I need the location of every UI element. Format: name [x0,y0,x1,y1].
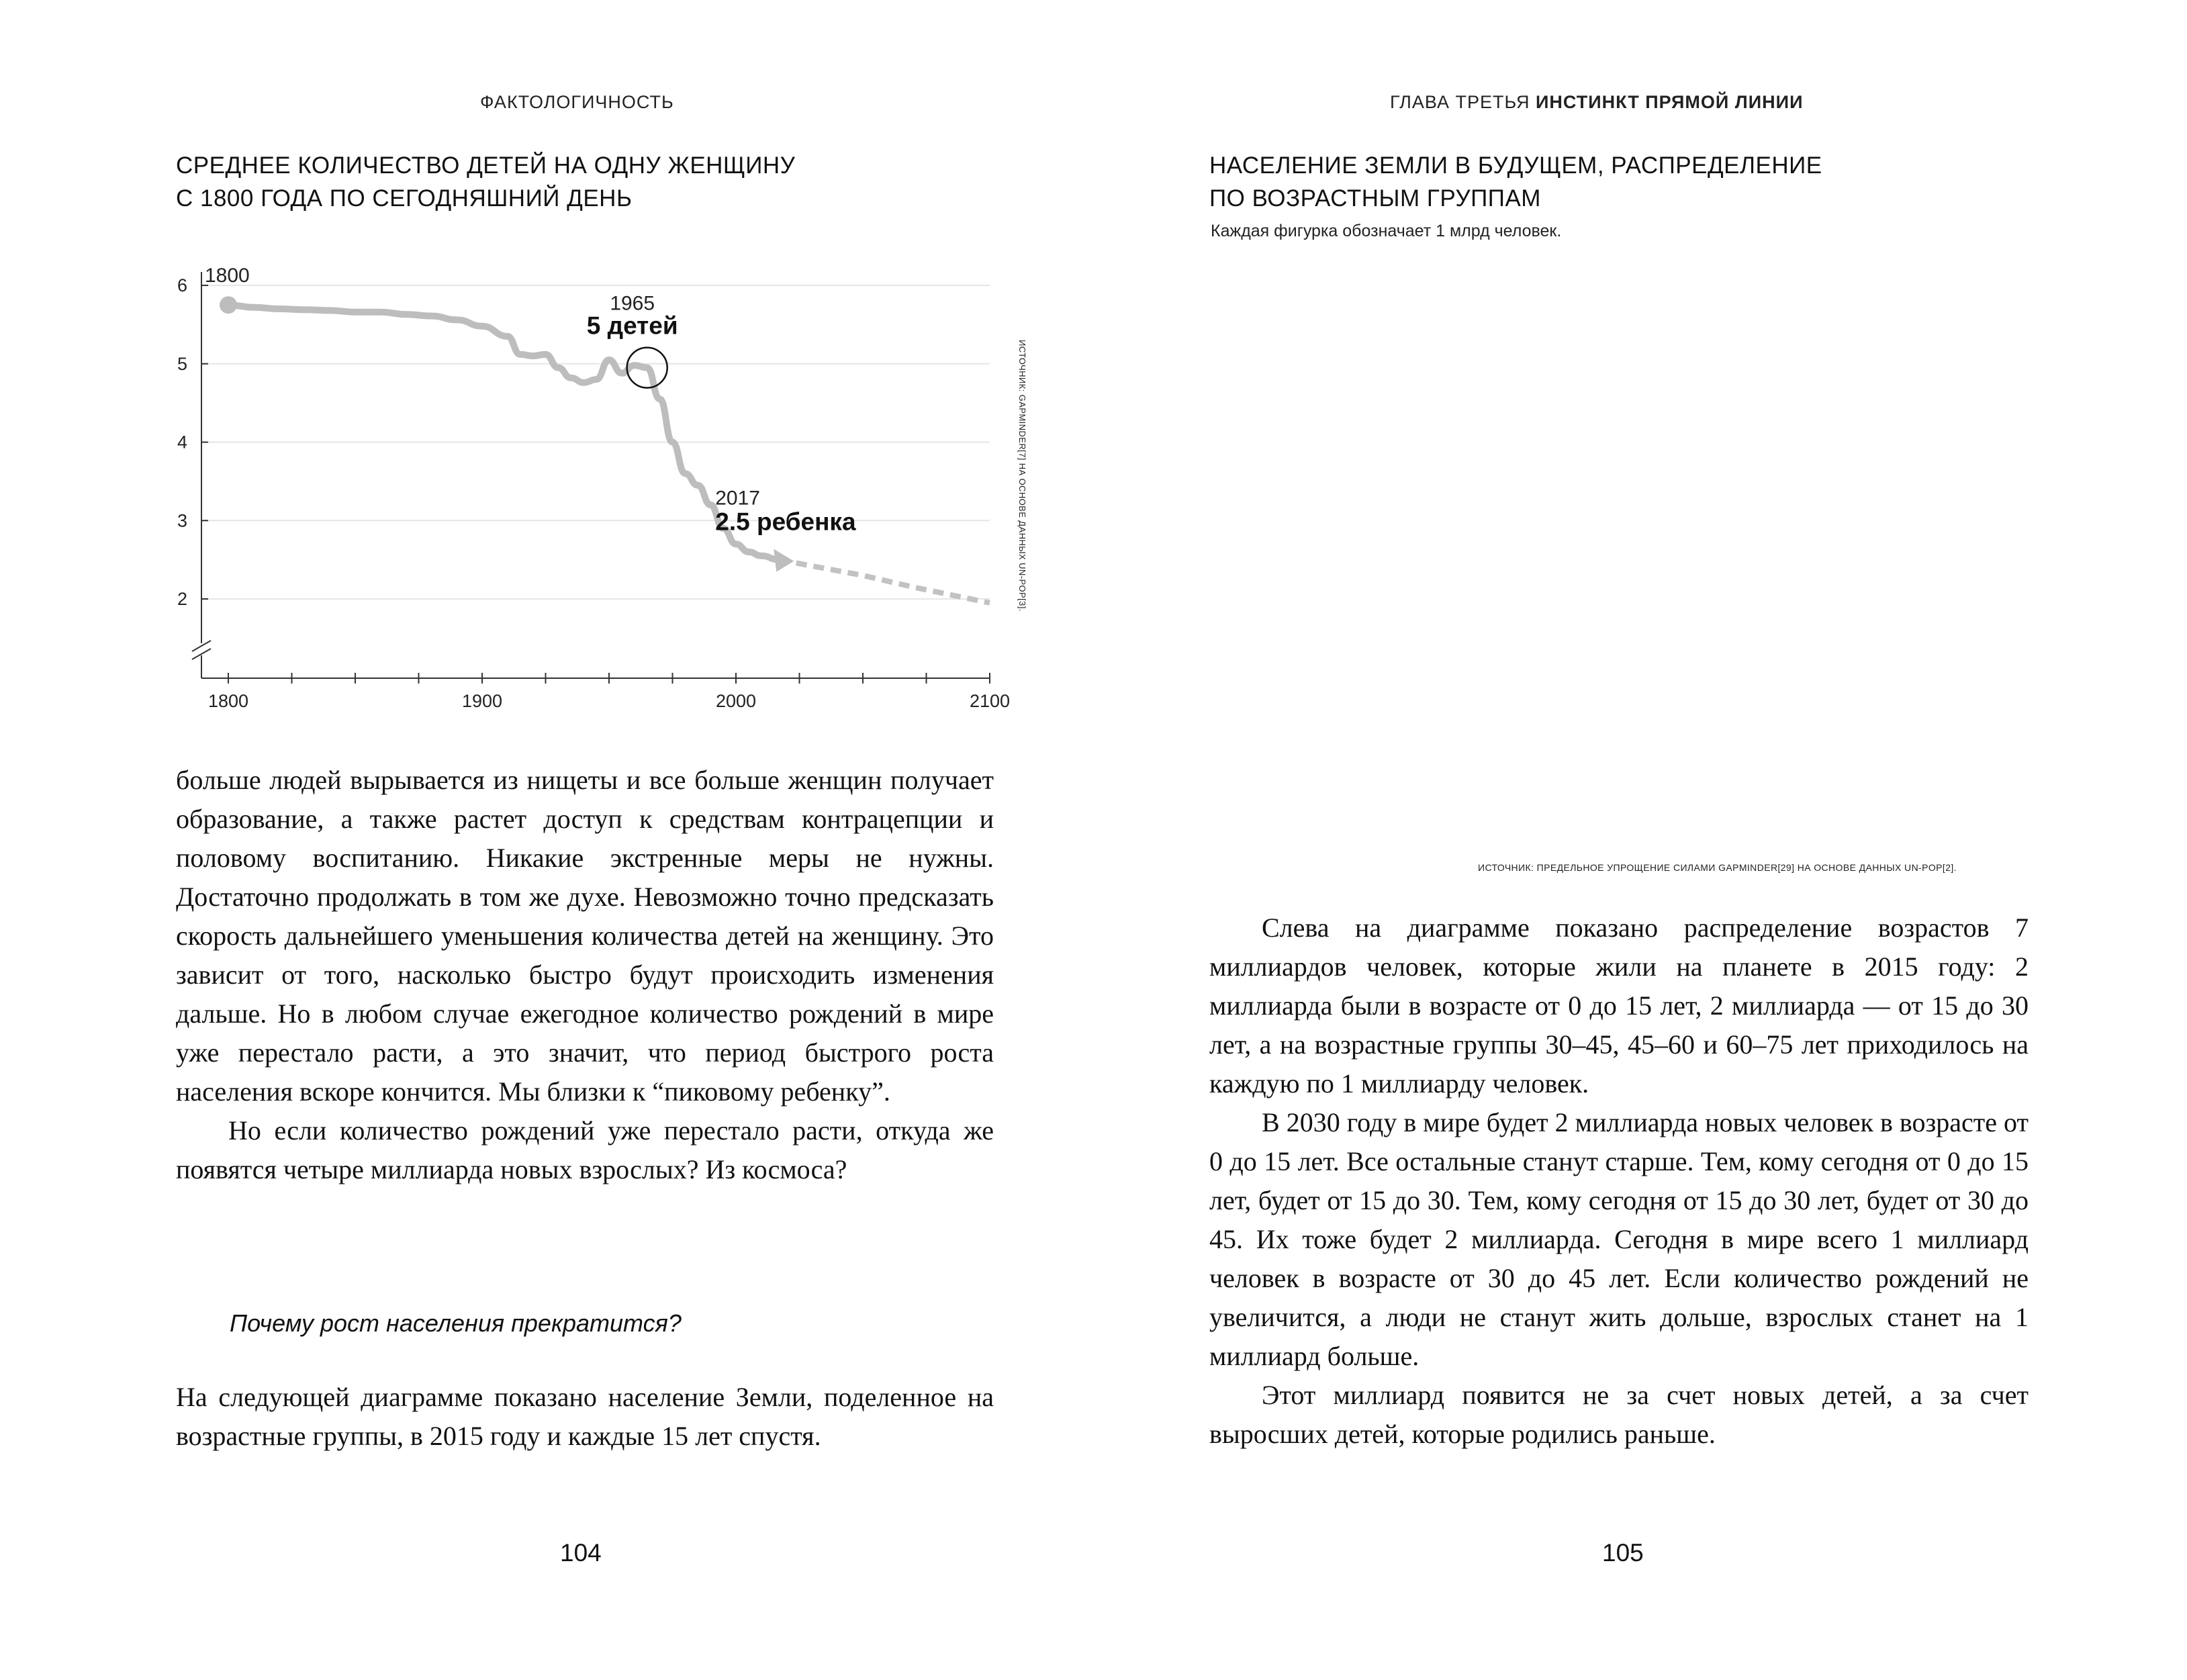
left-page [0,0,1093,1680]
y-tick-label: 5 [177,353,187,374]
body-text-left [176,761,994,1189]
y-tick-label: 2 [177,589,187,609]
page-number-right: 105 [1602,1539,1644,1567]
y-tick-label: 4 [177,432,187,453]
section-heading: Почему рост населения прекратится? [230,1309,682,1337]
x-tick-labels [208,691,1010,711]
chart-series [220,296,990,603]
paragraph: Этот миллиард появится не за счет новых детей, а за счет выросших детей, которые родились раньше. [1209,1380,2029,1449]
y-tick-label: 6 [177,275,187,295]
fertility-history-line [228,305,779,559]
paragraph: больше людей вырывается из нищеты и все больше женщин получает образование, а также растет доступ к средствам контрацепции и половому воспитанию. Никакие экстренные меры не нужны. Достаточно продолжать в том же духе. Невозможно точно предсказать скорость дальнейшего уменьшения количества детей на женщину. Это зависит от того, насколько быстро будут происходить изменения дальше. Но в любом случае ежегодное количество рождений в мире уже перестало расти, а это значит, что период быстрого роста населения вскоре кончится. Мы близки к “пиковому ребенку”. [176,765,994,1107]
figure-title-line2: С 1800 ГОДА ПО СЕГОДНЯШНИЙ ДЕНЬ [176,185,633,212]
chart-source-note: ИСТОЧНИК: GAPMINDER[7] НА ОСНОВЕ ДАННЫХ UN-POP[3]. [1017,340,1027,612]
running-head-left: ФАКТОЛОГИЧНОСТЬ [480,92,674,112]
population-pictogram-chart [1093,0,2186,873]
x-tick-label: 2000 [715,691,757,711]
annotation-2017-value: 2.5 ребенка [715,508,856,536]
fertility-projection-line [779,560,990,603]
right-page [1093,0,2186,1680]
figure-subtitle: Каждая фигурка обозначает 1 млрд человек. [1211,222,1562,240]
annotation-1965-value: 5 детей [586,312,678,340]
x-tick-label: 2100 [969,691,1011,711]
page-number-left: 104 [560,1539,602,1567]
start-point-1800 [220,296,237,314]
fertility-line-chart [0,0,1093,739]
paragraph: Слева на диаграмме показано распределение возрастов 7 миллиардов человек, которые жили на планете в 2015 году: 2 миллиарда были в возрасте от 0 до 15 лет, 2 миллиарда — от 15 до 30 лет, а на возрастные группы 30–45, 45–60 и 60–75 лет приходилось на каждую по 1 миллиарду человек. [1209,913,2029,1099]
x-tick-label: 1800 [207,691,249,711]
running-head-chapter-title: ИНСТИНКТ ПРЯМОЙ ЛИНИИ [1535,92,1804,112]
annotation-1965-year: 1965 [610,292,655,315]
y-tick-label: 3 [177,510,187,531]
arrow-head [774,549,794,572]
body-text-right [1209,908,2029,1454]
y-tick-labels [177,275,187,609]
running-head-chapter: ГЛАВА ТРЕТЬЯ [1390,92,1530,112]
x-tick-label: 1900 [461,691,503,711]
annotation-1800: 1800 [205,265,250,287]
figure-title-line1: СРЕДНЕЕ КОЛИЧЕСТВО ДЕТЕЙ НА ОДНУ ЖЕНЩИНУ [176,152,796,179]
chart-source-note: ИСТОЧНИК: ПРЕДЕЛЬНОЕ УПРОЩЕНИЕ СИЛАМИ GAPMINDER[29] НА ОСНОВЕ ДАННЫХ UN-POP[2]. [1478,862,1957,873]
figure-title-line2: ПО ВОЗРАСТНЫМ ГРУППАМ [1209,185,1541,212]
annotation-2017-year: 2017 [715,487,761,510]
paragraph: В 2030 году в мире будет 2 миллиарда новых человек в возрасте от 0 до 15 лет. Все остальные станут старше. Тем, кому сегодня от 0 до 15 лет, будет от 15 до 30. Тем, кому сегодня от 15 до 30 лет, будет от 30 до 45. Их тоже будет 2 миллиарда. Сегодня в мире всего 1 миллиард человек в возрасте от 30 до 45 лет. Если количество рождений не увеличится, а люди не станут жить дольше, взрослых станет на 1 миллиард больше. [1209,1107,2029,1371]
body-text-left-after-heading [176,1378,994,1456]
paragraph: Но если количество рождений уже перестало расти, откуда же появятся четыре миллиарда новых взрослых? Из космоса? [176,1115,994,1184]
figure-title-line1: НАСЕЛЕНИЕ ЗЕМЛИ В БУДУЩЕМ, РАСПРЕДЕЛЕНИЕ [1209,152,1822,179]
paragraph: На следующей диаграмме показано население Земли, поделенное на возрастные группы, в 2015 году и каждые 15 лет спустя. [176,1382,994,1451]
chart-annotations [205,265,856,535]
